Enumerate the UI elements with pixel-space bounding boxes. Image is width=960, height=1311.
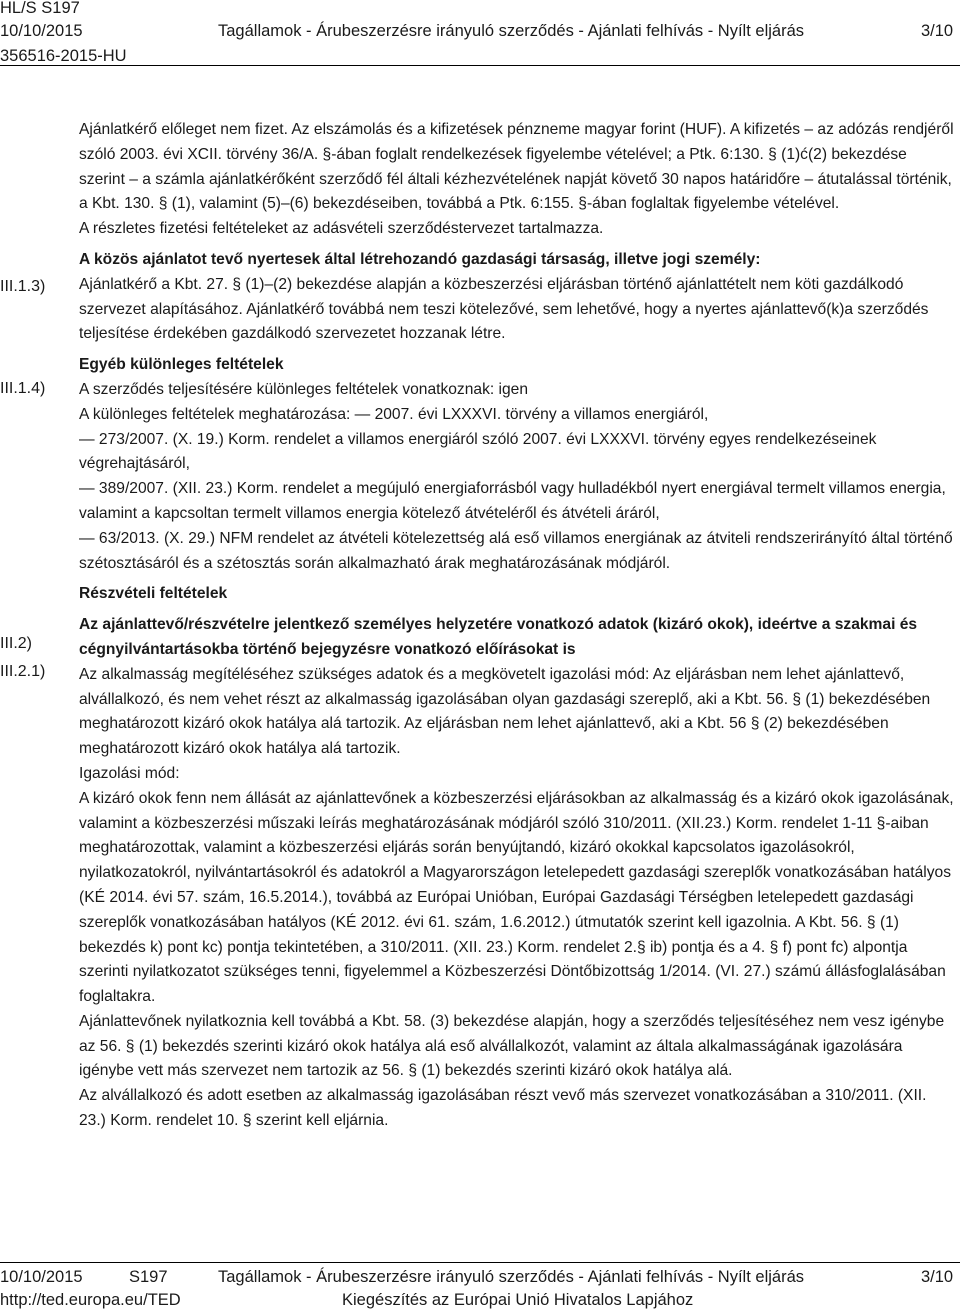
subcontractor-declaration-paragraph: Ajánlattevőnek nyilatkoznia kell továbbá a Kbt. 58. (3) bekezdése alapján, hogy a szerződés teljesítéséhez nem vesz igénybe az 56. § (1) bekezdés szerinti kizáró okok hatálya alá eső alvállalkozót, valamint az általa alkalmasságának igazolására igénybe vett más szervezet nem tartozik az 56. § (1) bekezdés szerinti kizáró okok hatálya alá. <box>79 1012 945 1080</box>
footer-issue: S197 <box>129 1268 168 1286</box>
section-number-iii-2: III.2) <box>0 635 33 652</box>
footer-page-number: 3/10 <box>921 1268 954 1286</box>
special-conditions-heading: Egyéb különleges feltételek <box>79 356 284 374</box>
header-page-number: 3/10 <box>921 22 954 40</box>
header-doc-ref: HL/S S197 <box>0 0 80 17</box>
special-conditions-item-389: — 389/2007. (XII. 23.) Korm. rendelet a megújuló energiaforrásból vagy hulladékból nyert energiával termelt villamos energia, valamint a kapcsoltan termelt villamos energia kötelező átvételéről és átvételi áráról, <box>79 480 946 522</box>
legal-form-heading: A közös ajánlatot tevő nyertesek által létrehozandó gazdasági társaság, illetve jogi személy: <box>79 250 761 268</box>
proof-method-label: Igazolási mód: <box>79 764 180 782</box>
exclusion-grounds-heading: Az ajánlattevő/részvételre jelentkező személyes helyzetére vonatkozó adatok (kizáró okok), ideértve a szakmai és cégnyilvántartásokba történő bejegyzésre vonatkozó előírásokat is <box>79 616 918 658</box>
header-title: Tagállamok - Árubeszerzésre irányuló szerződés - Ajánlati felhívás - Nyílt eljárás <box>218 22 804 40</box>
section-number-iii-1-3: III.1.3) <box>0 278 46 295</box>
subcontractor-procedure-paragraph: Az alvállalkozó és adott esetben az alkalmasság igazolásában részt vevő más szervezet vonatkozásában a 310/2011. (XII. 23.) Korm. rendelet 10. § szerint kell eljárnia. <box>79 1087 927 1130</box>
footer-publisher: Kiegészítés az Európai Unió Hivatalos Lapjához <box>342 1291 694 1309</box>
header-notice-id: 356516-2015-HU <box>0 47 127 65</box>
special-conditions-item-273: — 273/2007. (X. 19.) Korm. rendelet a villamos energiáról szóló 2007. évi LXXXVI. törvény egyes rendelkezéseinek végrehajtásáról, <box>79 430 877 473</box>
footer-date: 10/10/2015 <box>0 1268 83 1286</box>
footer-title: Tagállamok - Árubeszerzésre irányuló szerződés - Ajánlati felhívás - Nyílt eljárás <box>218 1268 804 1286</box>
payment-terms-paragraph: Ajánlatkérő előleget nem fizet. Az elszámolás és a kifizetések pénzneme magyar forint (HUF). A kifizetés – az adózás rendjéről szóló 2003. évi XCII. törvény 36/A. §-ában foglalt rendelkezések figyelembe vételével; a Ptk. 6:130. § (1)ć(2) bekezdése szerint – a számla ajánlatkérőként szerződő fél általi kézhezvételének napját követő 30 napos határidőre – átutalással történik, a Kbt. 130. § (1), valamint (5)–(6) bekezdéseiben, továbbá a Ptk. 6:155. §-ában foglaltak figyelembe vételével. <box>79 121 954 213</box>
legal-form-paragraph: Ajánlatkérő a Kbt. 27. § (1)–(2) bekezdése alapján a közbeszerzési eljárásban történő ajánlattételt nem köti gazdálkodó szervezet alapításához. Ajánlatkérő továbbá nem teszi kötelezővé, sem lehetővé, hogy a nyertes ajánlattevő(k)a szerződés teljesítése érdekében gazdálkodó szervezetet hozzanak létre. <box>79 275 929 343</box>
section-number-iii-1-4: III.1.4) <box>0 380 46 397</box>
header-date: 10/10/2015 <box>0 22 83 40</box>
special-conditions-apply: A szerződés teljesítésére különleges feltételek vonatkoznak: igen <box>79 380 529 398</box>
participation-conditions-heading: Részvételi feltételek <box>79 585 228 603</box>
special-conditions-definition: A különleges feltételek meghatározása: — 2007. évi LXXXVI. törvény a villamos energiáról, <box>79 405 709 423</box>
special-conditions-item-63: — 63/2013. (X. 29.) NFM rendelet az átvételi kötelezettség alá eső villamos energiának az átviteli rendszerirányító által történő szétosztásáról és a szétosztás során alkalmazható árak meghatározásának módjáról. <box>79 529 953 572</box>
proof-method-paragraph: A kizáró okok fenn nem állását az ajánlattevőnek a közbeszerzési eljárásokban az alkalmasság és a kizáró okok igazolásának, valamint a közbeszerzési műszaki leírás meghatározásának módjáról szóló 310/2011. (XII.23.) Korm. rendelet 1-11 §-aiban meghatározottak, valamint a közbeszerzési eljárás során benyújtandó, kizáró okokkal kapcsolatos igazolásokról, nyilatkozatokról, nyilvántartásokról és adatokról a Magyarországon letelepedett gazdasági szereplők vonatkozásában hatályos (KÉ 2014. évi 57. szám, 16.5.2014.), továbbá az Európai Unióban, Európai Gazdasági Térségben letelepedett gazdasági szereplők vonatkozásában hatályos (KÉ 2012. évi 61. szám, 1.6.2012.) útmutatók szerint kell igazolnia. A Kbt. 56. § (1) bekezdés k) pont kc) pontja tekintetében, a 310/2011. (XII. 23.) Korm. rendelet 2.§ ib) pontja és a 4. § f) pont fc) alpontja szerinti nyilatkozatot szükséges tenni, figyelemmel a Közbeszerzési Döntőbizottság 1/2014. (VI. 27.) számú állásfoglalásában foglaltakra. <box>79 789 954 1006</box>
section-number-iii-2-1: III.2.1) <box>0 663 46 680</box>
header-divider <box>0 65 960 66</box>
exclusion-grounds-paragraph: Az alkalmasság megítéléséhez szükséges adatok és a megkövetelt igazolási mód: Az eljárásban nem lehet ajánlattevő, alvállalkozó, és nem vehet részt az alkalmasság igazolásában olyan gazdasági szereplő, aki a Kbt. 56. § (1) bekezdésében meghatározott kizáró okok hatálya alá tartozik. Az eljárásban nem lehet ajánlattevő, aki a Kbt. 56 § (2) bekezdésében meghatározott kizáró okok hatálya alá tartozik. <box>79 665 931 758</box>
payment-conditions-note: A részletes fizetési feltételeket az adásvételi szerződéstervezet tartalmazza. <box>79 220 604 238</box>
footer-url[interactable]: http://ted.europa.eu/TED <box>0 1291 181 1309</box>
footer-divider <box>0 1262 960 1263</box>
document-body <box>79 118 955 1134</box>
